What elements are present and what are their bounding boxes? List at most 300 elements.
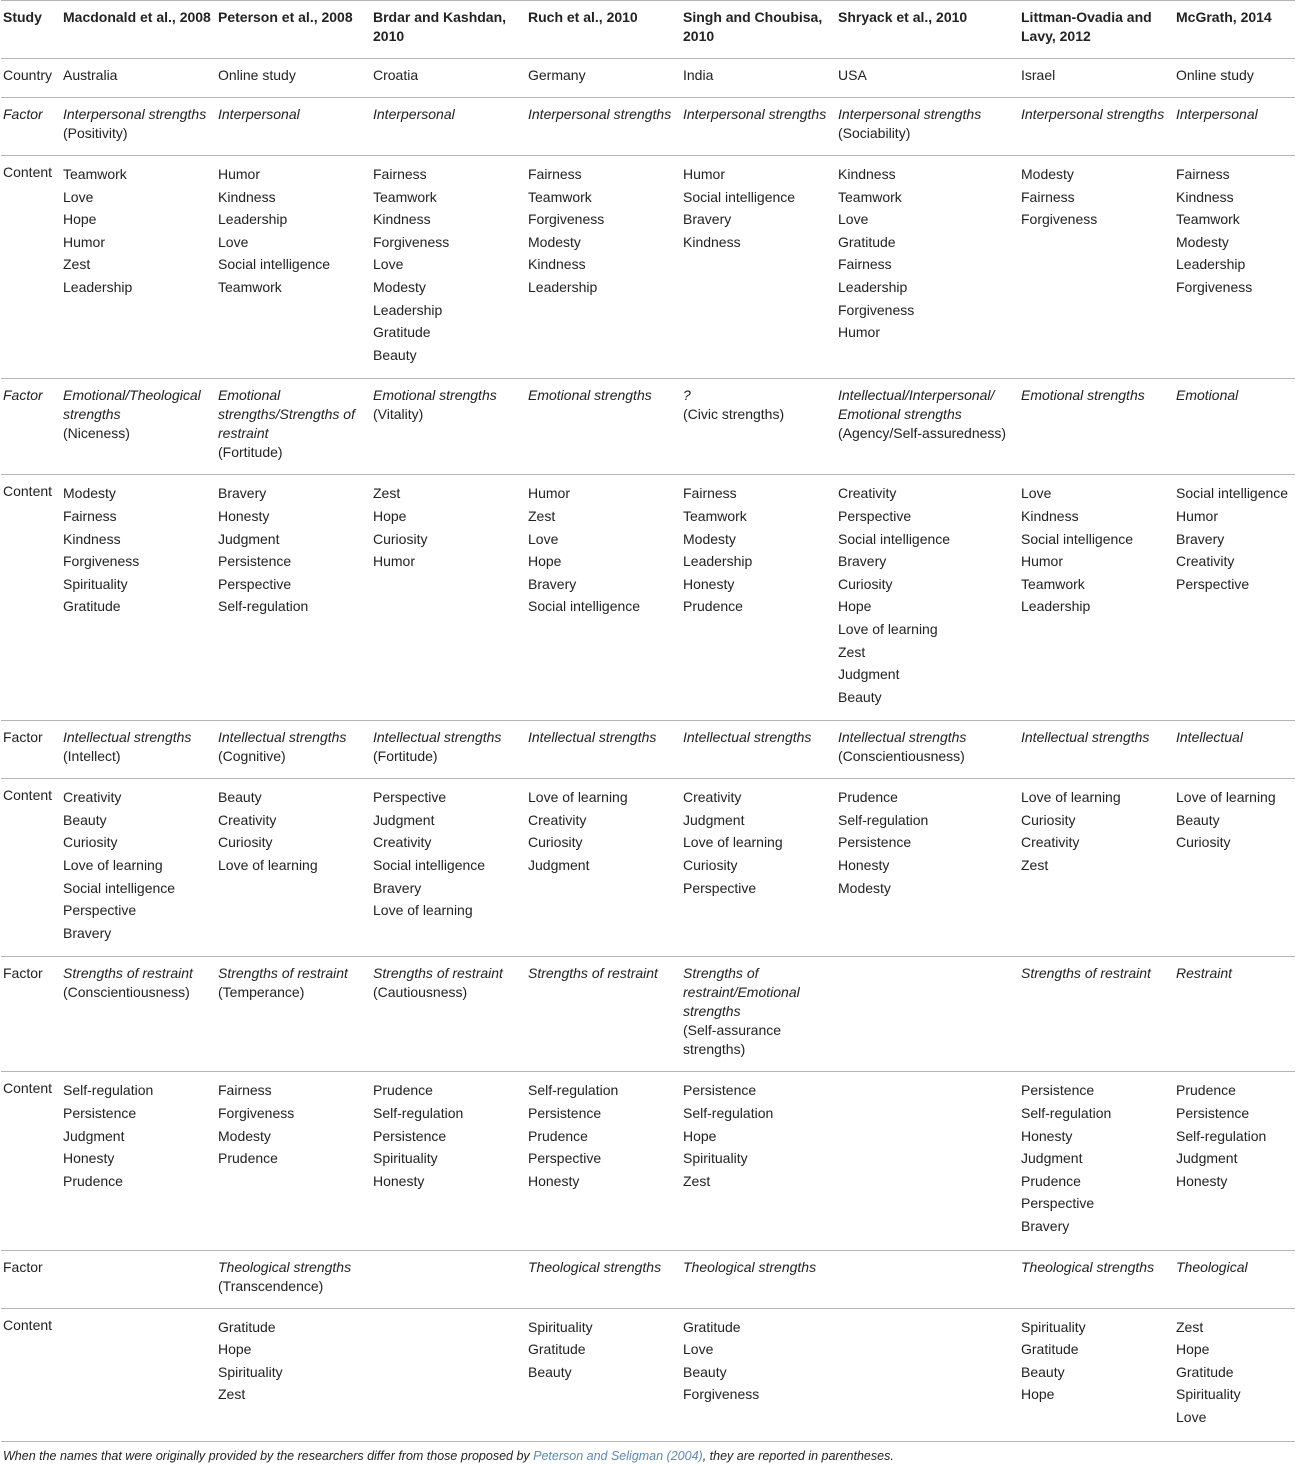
- country-cell: Croatia: [373, 67, 419, 83]
- strength-item: Fairness: [1176, 166, 1230, 182]
- strength-item: Forgiveness: [218, 1105, 295, 1122]
- content-row: [1, 156, 1295, 379]
- strength-item: Honesty: [373, 1172, 425, 1189]
- factor-cell: [371, 98, 526, 156]
- strength-item: Love: [528, 530, 559, 547]
- strength-item: Spirituality: [63, 575, 128, 592]
- strength-item: Modesty: [1176, 233, 1229, 250]
- factor-row: [1, 1250, 1295, 1308]
- content-cell: [1019, 1072, 1174, 1250]
- strength-item: Curiosity: [528, 834, 583, 851]
- factor-label: Factor: [3, 106, 43, 122]
- factor-name: Theological strengths: [1021, 1258, 1155, 1275]
- strength-item: Zest: [218, 1386, 246, 1403]
- factor-original-name: (Intellect): [63, 748, 121, 765]
- strength-item: Fairness: [1021, 188, 1075, 205]
- factor-cell: [61, 957, 216, 1072]
- content-cell: [1019, 156, 1174, 379]
- strength-item: Teamwork: [1176, 211, 1240, 228]
- factor-row: [1, 379, 1295, 475]
- strength-item: Love of learning: [218, 857, 318, 874]
- strength-item: Forgiveness: [683, 1386, 760, 1403]
- content-cell: [371, 1308, 526, 1441]
- strength-item: Hope: [218, 1341, 252, 1358]
- strength-item: Modesty: [63, 485, 116, 502]
- factor-cell: [681, 1250, 836, 1308]
- factor-original-name: (Self-assurance strengths): [683, 1022, 782, 1058]
- content-cell: [526, 779, 681, 957]
- content-cell: [836, 779, 1019, 957]
- strength-item: Prudence: [1021, 1172, 1081, 1189]
- content-cell: [61, 779, 216, 957]
- content-cell: [1174, 156, 1295, 379]
- factor-name: Strengths of restraint: [528, 965, 658, 982]
- strength-item: Persistence: [218, 553, 292, 570]
- factor-name: Interpersonal strengths: [838, 106, 982, 122]
- strength-item: Forgiveness: [1176, 278, 1253, 295]
- content-row: [1, 779, 1295, 957]
- content-cell: [216, 779, 371, 957]
- factor-original-name: (Cognitive): [218, 748, 286, 765]
- strength-item: Creativity: [1021, 834, 1080, 851]
- strength-item: Spirituality: [1176, 1386, 1241, 1403]
- country-cell: Germany: [528, 67, 586, 83]
- country-cell: Australia: [63, 67, 118, 83]
- strength-item: Beauty: [838, 688, 882, 705]
- content-cell: [1019, 1308, 1174, 1441]
- factor-cell: [216, 98, 371, 156]
- factor-name: Interpersonal strengths: [528, 106, 672, 122]
- content-cell: [1174, 779, 1295, 957]
- strength-item: Creativity: [373, 834, 432, 851]
- factor-cell: [61, 721, 216, 779]
- strength-item: Persistence: [683, 1082, 757, 1099]
- strength-item: Zest: [838, 643, 866, 660]
- strength-item: Leadership: [1176, 256, 1246, 273]
- content-cell: [836, 156, 1019, 379]
- strength-item: Forgiveness: [838, 301, 915, 318]
- factor-name: Intellectual strengths: [1021, 729, 1150, 746]
- strength-item: Honesty: [528, 1172, 580, 1189]
- factor-name: ?: [683, 387, 691, 404]
- factor-cell: [371, 1250, 526, 1308]
- strength-item: Gratitude: [528, 1341, 586, 1358]
- strength-item: Judgment: [1021, 1150, 1083, 1167]
- content-cell: [836, 1072, 1019, 1250]
- factor-cell: [836, 98, 1019, 156]
- content-cell: [371, 475, 526, 721]
- factor-name: Theological: [1176, 1258, 1248, 1275]
- factor-cell: [836, 957, 1019, 1072]
- strength-item: Bravery: [373, 879, 422, 896]
- factor-original-name: (Conscientiousness): [63, 984, 190, 1001]
- strength-item: Forgiveness: [1021, 211, 1098, 228]
- content-row: [1, 475, 1295, 721]
- strength-item: Curiosity: [838, 575, 893, 592]
- strength-item: Teamwork: [218, 278, 282, 295]
- strength-item: Love: [683, 1341, 714, 1358]
- strength-item: Humor: [528, 485, 571, 502]
- strength-item: Love of learning: [1176, 789, 1276, 806]
- strength-item: Hope: [528, 553, 562, 570]
- factor-original-name: (Civic strengths): [683, 406, 785, 423]
- strength-item: Humor: [1176, 507, 1219, 524]
- strength-item: Leadership: [838, 278, 908, 295]
- strength-item: Love: [838, 211, 869, 228]
- factor-label: Factor: [3, 1258, 43, 1275]
- strength-item: Judgment: [373, 811, 435, 828]
- strength-item: Kindness: [373, 211, 431, 228]
- strength-item: Zest: [1176, 1318, 1204, 1335]
- strength-item: Judgment: [683, 811, 745, 828]
- strength-item: Bravery: [63, 924, 112, 941]
- strength-item: Modesty: [838, 879, 891, 896]
- strength-item: Hope: [63, 211, 97, 228]
- factor-name: Emotional: [1176, 387, 1239, 404]
- factor-name: Strengths of restraint/Emotional strengths: [683, 965, 800, 1020]
- strength-item: Kindness: [1021, 507, 1079, 524]
- strength-item: Humor: [683, 166, 726, 182]
- factor-cell: [836, 379, 1019, 475]
- strength-item: Humor: [373, 553, 416, 570]
- factor-name: Intellectual strengths: [683, 729, 812, 746]
- strength-item: Social intelligence: [218, 256, 331, 273]
- factor-original-name: (Agency/Self-assuredness): [838, 425, 1007, 442]
- strength-item: Zest: [683, 1172, 711, 1189]
- content-label: Content: [3, 1080, 53, 1097]
- strength-item: Perspective: [63, 902, 137, 919]
- strength-item: Gratitude: [63, 598, 121, 615]
- content-cell: [61, 1072, 216, 1250]
- content-cell: [1019, 779, 1174, 957]
- strength-item: Humor: [218, 166, 261, 182]
- factor-row: [1, 957, 1295, 1072]
- strength-item: Honesty: [683, 575, 735, 592]
- factor-name: Theological strengths: [683, 1258, 817, 1275]
- factor-cell: [1174, 1250, 1295, 1308]
- factor-original-name: (Conscientiousness): [838, 748, 965, 765]
- strength-item: Spirituality: [528, 1318, 593, 1335]
- strength-item: Humor: [63, 233, 106, 250]
- factor-name: Interpersonal strengths: [683, 106, 827, 122]
- strength-item: Kindness: [838, 166, 896, 182]
- strength-item: Love: [63, 188, 94, 205]
- strength-item: Spirituality: [373, 1150, 438, 1167]
- study-header-label: Study: [3, 9, 42, 25]
- strength-item: Prudence: [373, 1082, 433, 1099]
- strength-item: Gratitude: [218, 1318, 276, 1335]
- factor-cell: [681, 379, 836, 475]
- table-body: [1, 1, 1295, 1442]
- country-row: [1, 59, 1295, 98]
- content-cell: [1174, 1072, 1295, 1250]
- strength-item: Leadership: [63, 278, 133, 295]
- strength-item: Curiosity: [683, 857, 738, 874]
- strength-item: Self-regulation: [838, 811, 929, 828]
- strength-item: Teamwork: [63, 166, 127, 182]
- content-cell: [216, 1072, 371, 1250]
- strength-item: Honesty: [218, 507, 270, 524]
- factor-cell: [681, 98, 836, 156]
- strength-item: Love: [1021, 485, 1052, 502]
- strength-item: Leadership: [1021, 598, 1091, 615]
- strength-item: Self-regulation: [373, 1105, 464, 1122]
- strengths-comparison-table: [1, 0, 1295, 1442]
- factor-cell: [836, 1250, 1019, 1308]
- factor-original-name: (Cautiousness): [373, 984, 468, 1001]
- factor-cell: [61, 1250, 216, 1308]
- strength-item: Prudence: [683, 598, 743, 615]
- content-cell: [836, 1308, 1019, 1441]
- factor-cell: [1174, 379, 1295, 475]
- strength-item: Spirituality: [683, 1150, 748, 1167]
- content-cell: [371, 156, 526, 379]
- strength-item: Modesty: [373, 278, 426, 295]
- strength-item: Judgment: [1176, 1150, 1238, 1167]
- study-header: Shryack et al., 2010: [838, 9, 968, 25]
- factor-name: Restraint: [1176, 965, 1233, 982]
- strength-item: Hope: [1176, 1341, 1210, 1358]
- factor-name: Interpersonal strengths: [1021, 106, 1165, 122]
- content-cell: [526, 475, 681, 721]
- content-label: Content: [3, 787, 53, 804]
- content-cell: [681, 779, 836, 957]
- strength-item: Modesty: [683, 530, 736, 547]
- strength-item: Love: [373, 256, 404, 273]
- strength-item: Spirituality: [218, 1363, 283, 1380]
- strength-item: Social intelligence: [63, 879, 176, 896]
- content-cell: [216, 475, 371, 721]
- factor-name: Strengths of restraint: [218, 965, 348, 982]
- content-cell: [216, 156, 371, 379]
- content-cell: [526, 1308, 681, 1441]
- factor-name: Intellectual strengths: [63, 729, 192, 746]
- study-header: Ruch et al., 2010: [528, 9, 638, 25]
- strength-item: Fairness: [683, 485, 737, 502]
- factor-cell: [61, 98, 216, 156]
- country-cell: Online study: [1176, 67, 1254, 83]
- country-cell: Israel: [1021, 67, 1056, 83]
- factor-cell: [526, 98, 681, 156]
- strength-item: Love of learning: [373, 902, 473, 919]
- factor-cell: [526, 379, 681, 475]
- factor-label: Factor: [3, 729, 43, 746]
- country-cell: USA: [838, 67, 867, 83]
- strength-item: Bravery: [1176, 530, 1225, 547]
- strength-item: Hope: [373, 507, 407, 524]
- factor-cell: [1019, 379, 1174, 475]
- content-cell: [1174, 1308, 1295, 1441]
- strength-item: Fairness: [63, 507, 117, 524]
- factor-cell: [216, 957, 371, 1072]
- strength-item: Perspective: [683, 879, 757, 896]
- strength-item: Hope: [683, 1127, 717, 1144]
- factor-cell: [1019, 721, 1174, 779]
- factor-cell: [371, 721, 526, 779]
- factor-cell: [1174, 957, 1295, 1072]
- strength-item: Kindness: [218, 188, 276, 205]
- factor-cell: [1019, 1250, 1174, 1308]
- strength-item: Creativity: [838, 485, 897, 502]
- strength-item: Persistence: [63, 1105, 137, 1122]
- factor-cell: [526, 721, 681, 779]
- factor-name: Intellectual strengths: [838, 729, 967, 746]
- strength-item: Persistence: [1021, 1082, 1095, 1099]
- strength-item: Love: [1176, 1408, 1207, 1425]
- study-header: McGrath, 2014: [1176, 9, 1272, 25]
- strength-item: Prudence: [528, 1127, 588, 1144]
- strength-item: Teamwork: [683, 507, 747, 524]
- strength-item: Love: [218, 233, 249, 250]
- factor-name: Intellectual strengths: [528, 729, 657, 746]
- footnote-text-end: , they are reported in parentheses.: [702, 1448, 894, 1463]
- factor-label: Factor: [3, 387, 43, 404]
- content-cell: [681, 1308, 836, 1441]
- strength-item: Creativity: [63, 789, 122, 806]
- content-cell: [1174, 475, 1295, 721]
- factor-original-name: (Fortitude): [373, 748, 438, 765]
- strength-item: Kindness: [63, 530, 121, 547]
- country-cell: Online study: [218, 67, 296, 83]
- factor-name: Interpersonal: [1176, 106, 1258, 122]
- factor-cell: [216, 721, 371, 779]
- factor-name: Theological strengths: [218, 1258, 352, 1275]
- factor-name: Intellectual strengths: [218, 729, 347, 746]
- content-cell: [216, 1308, 371, 1441]
- strength-item: Gratitude: [373, 324, 431, 341]
- factor-name: Intellectual strengths: [373, 729, 502, 746]
- strength-item: Self-regulation: [63, 1082, 154, 1099]
- strength-item: Teamwork: [528, 188, 592, 205]
- factor-cell: [681, 721, 836, 779]
- strength-item: Gratitude: [838, 233, 896, 250]
- factor-name: Strengths of restraint: [63, 965, 193, 982]
- strength-item: Fairness: [373, 166, 427, 182]
- strength-item: Social intelligence: [373, 857, 486, 874]
- strength-item: Curiosity: [63, 834, 118, 851]
- content-cell: [1019, 475, 1174, 721]
- factor-row: [1, 721, 1295, 779]
- strength-item: Gratitude: [1021, 1341, 1079, 1358]
- header-row: [1, 1, 1295, 59]
- factor-cell: [371, 957, 526, 1072]
- content-cell: [681, 156, 836, 379]
- strength-item: Love of learning: [683, 834, 783, 851]
- strength-item: Self-regulation: [1176, 1127, 1267, 1144]
- factor-cell: [1174, 98, 1295, 156]
- factor-cell: [61, 379, 216, 475]
- footnote-reference-link[interactable]: Peterson and Seligman (2004): [533, 1448, 703, 1463]
- content-row: [1, 1072, 1295, 1250]
- strength-item: Teamwork: [838, 188, 902, 205]
- content-cell: [681, 475, 836, 721]
- strength-item: Zest: [1021, 857, 1049, 874]
- factor-original-name: (Vitality): [373, 406, 424, 423]
- country-label: Country: [3, 67, 53, 83]
- strength-item: Judgment: [218, 530, 280, 547]
- strength-item: Persistence: [373, 1127, 447, 1144]
- strength-item: Gratitude: [1176, 1363, 1234, 1380]
- strength-item: Perspective: [1021, 1195, 1095, 1212]
- strength-item: Curiosity: [1021, 811, 1076, 828]
- study-header: Singh and Choubisa, 2010: [683, 9, 823, 44]
- strength-item: Self-regulation: [683, 1105, 774, 1122]
- strength-item: Forgiveness: [528, 211, 605, 228]
- strength-item: Social intelligence: [528, 598, 641, 615]
- strength-item: Zest: [528, 507, 556, 524]
- strength-item: Bravery: [683, 211, 732, 228]
- factor-cell: [216, 1250, 371, 1308]
- strength-item: Social intelligence: [1021, 530, 1134, 547]
- strength-item: Creativity: [1176, 553, 1235, 570]
- strength-item: Curiosity: [373, 530, 428, 547]
- factor-name: Emotional strengths: [1021, 387, 1145, 404]
- strength-item: Leadership: [683, 553, 753, 570]
- factor-original-name: (Temperance): [218, 984, 305, 1001]
- strength-item: Modesty: [528, 233, 581, 250]
- strength-item: Prudence: [1176, 1082, 1236, 1099]
- strength-item: Love of learning: [528, 789, 628, 806]
- strength-item: Prudence: [218, 1150, 278, 1167]
- strength-item: Teamwork: [1021, 575, 1085, 592]
- strength-item: Love of learning: [838, 620, 938, 637]
- strength-item: Beauty: [528, 1363, 572, 1380]
- factor-original-name: (Fortitude): [218, 444, 283, 461]
- factor-label: Factor: [3, 965, 43, 982]
- strength-item: Bravery: [528, 575, 577, 592]
- strength-item: Bravery: [838, 553, 887, 570]
- strength-item: Honesty: [63, 1150, 115, 1167]
- factor-original-name: (Positivity): [63, 125, 128, 141]
- factor-cell: [526, 957, 681, 1072]
- strength-item: Humor: [1021, 553, 1064, 570]
- factor-name: Emotional strengths: [528, 387, 652, 404]
- strength-item: Self-regulation: [1021, 1105, 1112, 1122]
- content-label: Content: [3, 164, 53, 180]
- content-cell: [526, 156, 681, 379]
- strength-item: Judgment: [528, 857, 590, 874]
- strength-item: Prudence: [63, 1172, 123, 1189]
- strength-item: Persistence: [528, 1105, 602, 1122]
- content-cell: [61, 475, 216, 721]
- study-header: Brdar and Kashdan, 2010: [373, 9, 507, 44]
- factor-original-name: (Niceness): [63, 425, 130, 442]
- strength-item: Honesty: [1021, 1127, 1073, 1144]
- study-header: Littman-Ovadia and Lavy, 2012: [1021, 9, 1152, 44]
- strength-item: Perspective: [218, 575, 292, 592]
- factor-original-name: (Transcendence): [218, 1277, 324, 1294]
- factor-cell: [1174, 721, 1295, 779]
- strength-item: Beauty: [1021, 1363, 1065, 1380]
- factor-cell: [371, 379, 526, 475]
- strength-item: Hope: [838, 598, 872, 615]
- strength-item: Persistence: [838, 834, 912, 851]
- content-cell: [61, 156, 216, 379]
- strength-item: Fairness: [838, 256, 892, 273]
- factor-name: Strengths of restraint: [373, 965, 503, 982]
- factor-cell: [526, 1250, 681, 1308]
- footnote-text: When the names that were originally provided by the researchers differ from those proposed by: [3, 1448, 534, 1463]
- strength-item: Beauty: [1176, 811, 1220, 828]
- factor-cell: [681, 957, 836, 1072]
- strength-item: Beauty: [683, 1363, 727, 1380]
- strength-item: Perspective: [1176, 575, 1250, 592]
- factor-name: Interpersonal strengths: [63, 106, 207, 122]
- strength-item: Self-regulation: [528, 1082, 619, 1099]
- strength-item: Persistence: [1176, 1105, 1250, 1122]
- content-cell: [836, 475, 1019, 721]
- factor-name: Interpersonal: [373, 106, 455, 122]
